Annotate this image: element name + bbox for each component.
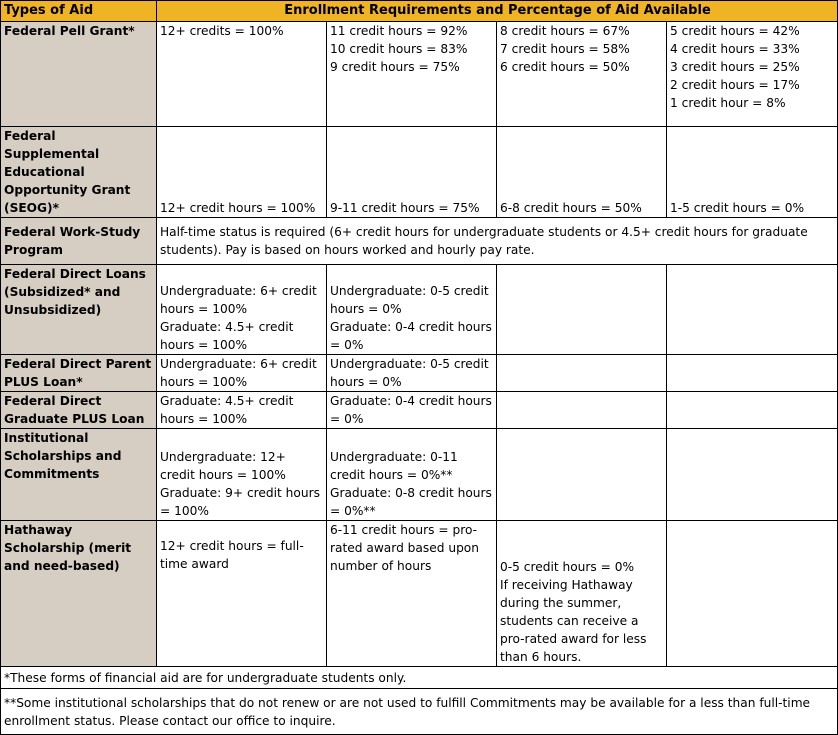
pell-c3-line: 7 credit hours = 58% [500, 42, 630, 56]
pell-c4-line: 5 credit hours = 42% [670, 24, 800, 38]
hathaway-c3-line: If receiving Hathaway during the summer, students can receive a pro-rated award for less than 6 hours. [500, 578, 647, 664]
pell-c1-line: 12+ credits = 100% [160, 24, 284, 38]
row-seog [1, 127, 838, 218]
footnote-row-1 [1, 667, 838, 689]
institutional-c1-line: Undergraduate: 12+ credit hours = 100% [160, 450, 286, 482]
pell-c3-line: 8 credit hours = 67% [500, 24, 630, 38]
direct-loans-cell-3 [497, 265, 667, 355]
parent-plus-cell-2: Undergraduate: 0-5 credit hours = 0% [327, 355, 497, 392]
pell-cell-4 [667, 22, 838, 127]
institutional-cell-4 [667, 429, 838, 521]
header-types-of-aid: Types of Aid [1, 1, 157, 22]
row-hathaway [1, 521, 838, 667]
institutional-cell-1 [157, 429, 327, 521]
direct-loans-c1-line: Graduate: 4.5+ credit hours = 100% [160, 320, 294, 352]
pell-c2-line: 10 credit hours = 83% [330, 42, 468, 56]
aid-name-direct-loans: Federal Direct Loans (Subsidized* and Unsubsidized) [1, 265, 157, 355]
institutional-cell-2 [327, 429, 497, 521]
header-enrollment-requirements: Enrollment Requirements and Percentage of Aid Available [157, 1, 838, 22]
seog-cell-2: 9-11 credit hours = 75% [327, 127, 497, 218]
direct-loans-c2-line: Undergraduate: 0-5 credit hours = 0% [330, 284, 489, 316]
institutional-cell-3 [497, 429, 667, 521]
grad-plus-cell-2: Graduate: 0-4 credit hours = 0% [327, 392, 497, 429]
row-pell-grant [1, 22, 838, 127]
grad-plus-cell-3 [497, 392, 667, 429]
pell-c4-line: 3 credit hours = 25% [670, 60, 800, 74]
parent-plus-cell-1: Undergraduate: 6+ credit hours = 100% [157, 355, 327, 392]
hathaway-c3-line: 0-5 credit hours = 0% [500, 560, 635, 574]
aid-name-seog: Federal Supplemental Educational Opportunity Grant (SEOG)* [1, 127, 157, 218]
footnote-row-2 [1, 689, 838, 735]
table-header-row [1, 1, 838, 22]
pell-c2-line: 11 credit hours = 92% [330, 24, 468, 38]
pell-c3-line: 6 credit hours = 50% [500, 60, 630, 74]
direct-loans-cell-4 [667, 265, 838, 355]
work-study-text: Half-time status is required (6+ credit hours for undergraduate students or 4.5+ credit hours for graduate students). Pay is based on hours worked and hourly pay rate. [157, 218, 838, 265]
pell-cell-1 [157, 22, 327, 127]
aid-name-parent-plus: Federal Direct Parent PLUS Loan* [1, 355, 157, 392]
footnote-institutional: **Some institutional scholarships that do not renew or are not used to fulfill Commitments may be available for a less than full-time enrollment status. Please contact our office to inquire. [1, 689, 838, 735]
row-institutional [1, 429, 838, 521]
pell-cell-3 [497, 22, 667, 127]
pell-c4-line: 2 credit hours = 17% [670, 78, 800, 92]
hathaway-cell-3 [497, 521, 667, 667]
aid-name-work-study: Federal Work-Study Program [1, 218, 157, 265]
parent-plus-cell-3 [497, 355, 667, 392]
pell-c2-line: 9 credit hours = 75% [330, 60, 460, 74]
institutional-c2-line: Undergraduate: 0-11 credit hours = 0%** [330, 450, 458, 482]
institutional-c1-line: Graduate: 9+ credit hours = 100% [160, 486, 320, 518]
grad-plus-cell-4 [667, 392, 838, 429]
row-work-study [1, 218, 838, 265]
aid-name-hathaway: Hathaway Scholarship (merit and need-based) [1, 521, 157, 667]
aid-name-grad-plus: Federal Direct Graduate PLUS Loan [1, 392, 157, 429]
row-direct-loans [1, 265, 838, 355]
pell-cell-2 [327, 22, 497, 127]
hathaway-cell-2: 6-11 credit hours = pro-rated award based upon number of hours [327, 521, 497, 667]
direct-loans-cell-1 [157, 265, 327, 355]
hathaway-cell-1: 12+ credit hours = full-time award [157, 521, 327, 667]
row-grad-plus [1, 392, 838, 429]
institutional-c2-line: Graduate: 0-8 credit hours = 0%** [330, 486, 492, 518]
row-parent-plus [1, 355, 838, 392]
seog-cell-4: 1-5 credit hours = 0% [667, 127, 838, 218]
aid-name-pell: Federal Pell Grant* [1, 22, 157, 127]
seog-cell-1: 12+ credit hours = 100% [157, 127, 327, 218]
direct-loans-cell-2 [327, 265, 497, 355]
direct-loans-c1-line: Undergraduate: 6+ credit hours = 100% [160, 284, 317, 316]
footnote-undergrad-only: *These forms of financial aid are for undergraduate students only. [1, 667, 838, 689]
pell-c4-line: 4 credit hours = 33% [670, 42, 800, 56]
direct-loans-c2-line: Graduate: 0-4 credit hours = 0% [330, 320, 492, 352]
parent-plus-cell-4 [667, 355, 838, 392]
pell-c4-line: 1 credit hour = 8% [670, 96, 786, 110]
grad-plus-cell-1: Graduate: 4.5+ credit hours = 100% [157, 392, 327, 429]
seog-cell-3: 6-8 credit hours = 50% [497, 127, 667, 218]
aid-name-institutional: Institutional Scholarships and Commitments [1, 429, 157, 521]
hathaway-cell-4 [667, 521, 838, 667]
